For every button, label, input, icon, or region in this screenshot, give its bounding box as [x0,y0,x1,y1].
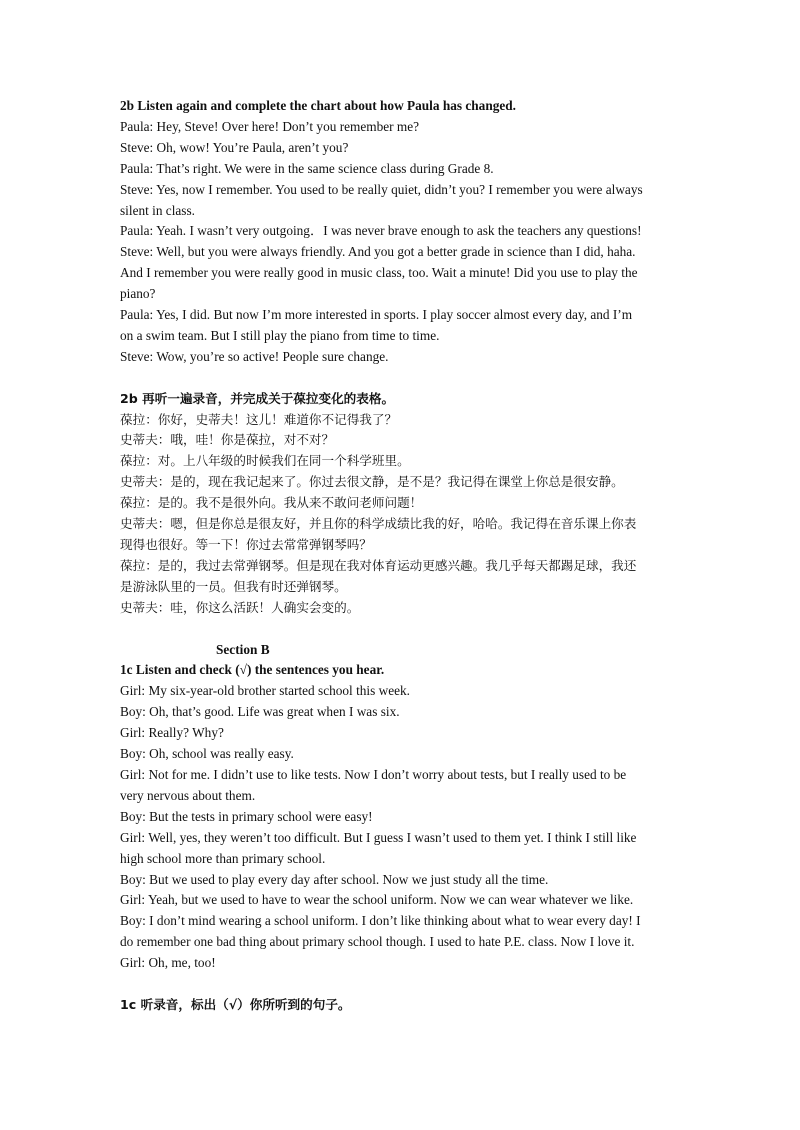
dialogue-line: Boy: Oh, that’s good. Life was great when I was six. [120,704,400,720]
dialogue-line: Paula: Yes, I did. But now I’m more interested in sports. I play soccer almost every day, and I’m [120,307,633,323]
dialogue-line-cn: 葆拉：你好，史蒂夫！这儿！难道你不记得我了？ [120,411,398,427]
dialogue-line: on a swim team. But I still play the piano from time to time. [120,327,440,343]
section-b-title: Section B [216,641,270,657]
dialogue-line: Steve: Well, but you were always friendly. And you got a better grade in science than I did, haha. [120,244,636,260]
section-1c-cn-heading: 1c 听录音，标出（√）你所听到的句子。 [120,996,351,1012]
dialogue-line-cn: 葆拉：对。上八年级的时候我们在同一个科学班里。 [120,453,410,469]
dialogue-line: Boy: But the tests in primary school were easy! [120,808,373,824]
dialogue-line-cn: 葆拉：是的，我过去常弹钢琴。但是现在我对体育运动更感兴趣。我几乎每天都踢足球，我还 [120,557,637,573]
dialogue-line: Steve: Wow, you’re so active! People sure change. [120,348,389,364]
dialogue-line: high school more than primary school. [120,850,326,866]
dialogue-line: Boy: Oh, school was really easy. [120,746,294,762]
section-2b-heading: 2b Listen again and complete the chart about how Paula has changed. [120,98,516,113]
dialogue-line: Girl: My six-year-old brother started school this week. [120,683,410,699]
dialogue-line: Girl: Not for me. I didn’t use to like tests. Now I don’t worry about tests, but I really used to be [120,766,627,782]
document-page [120,96,690,1016]
dialogue-line: Steve: Oh, wow! You’re Paula, aren’t you? [120,139,349,155]
dialogue-line: Girl: Oh, me, too! [120,955,216,971]
dialogue-line: Girl: Well, yes, they weren’t too difficult. But I guess I wasn’t used to them yet. I think I still like [120,829,637,845]
dialogue-line-cn: 史蒂夫：嗯，但是你总是很友好，并且你的科学成绩比我的好，哈哈。我记得在音乐课上你表 [120,516,637,532]
dialogue-line-cn: 史蒂夫：哦，哇！你是葆拉，对不对？ [120,432,335,448]
dialogue-line: silent in class. [120,202,195,218]
dialogue-line: Paula: Yeah. I wasn’t very outgoing．I was never brave enough to ask the teachers any questions! [120,223,642,239]
dialogue-line: piano? [120,286,156,302]
section-2b-cn-heading: 2b 再听一遍录音，并完成关于葆拉变化的表格。 [120,390,395,406]
dialogue-line: Boy: I don’t mind wearing a school uniform. I don’t like thinking about what to wear every day! I [120,913,641,929]
dialogue-line: Paula: That’s right. We were in the same science class during Grade 8. [120,160,494,176]
spacer [120,619,690,640]
dialogue-line-cn: 现得也很好。等一下！你过去常常弹钢琴吗？ [120,537,372,553]
dialogue-line: Girl: Really? Why? [120,725,224,741]
dialogue-line: Steve: Yes, now I remember. You used to be really quiet, didn’t you? I remember you were always [120,181,643,197]
dialogue-line: Girl: Yeah, but we used to have to wear the school uniform. Now we can wear whatever we like. [120,892,634,908]
dialogue-line-cn: 是游泳队里的一员。但我有时还弹钢琴。 [120,578,347,594]
dialogue-line: do remember one bad thing about primary school though. I used to hate P.E. class. Now I love it. [120,934,635,950]
dialogue-line: Boy: But we used to play every day after school. Now we just study all the time. [120,871,549,887]
dialogue-line: very nervous about them. [120,787,256,803]
spacer [120,974,690,995]
dialogue-line-cn: 史蒂夫：哇，你这么活跃！人确实会变的。 [120,599,360,615]
dialogue-line-cn: 葆拉：是的。我不是很外向。我从来不敢问老师问题！ [120,495,423,511]
dialogue-line-cn: 史蒂夫：是的，现在我记起来了。你过去很文静，是不是？我记得在课堂上你总是很安静。 [120,474,624,490]
dialogue-line: Paula: Hey, Steve! Over here! Don’t you remember me? [120,118,420,134]
spacer [120,368,690,389]
section-1c-heading: 1c Listen and check (√) the sentences you hear. [120,662,385,678]
dialogue-line: And I remember you were really good in music class, too. Wait a minute! Did you use to play the [120,265,638,281]
